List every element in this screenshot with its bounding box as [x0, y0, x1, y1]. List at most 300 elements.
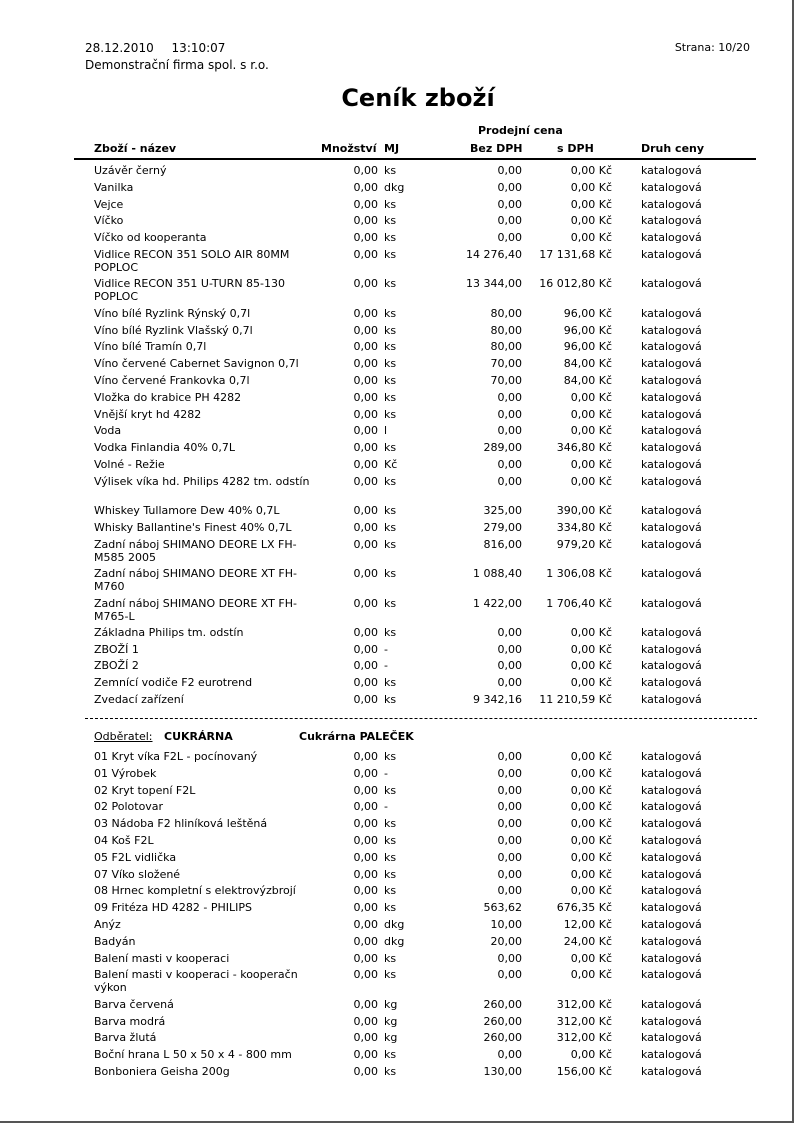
item-price-s-dph: 0,00 Kč	[570, 424, 612, 438]
item-price-s-dph: 0,00 Kč	[570, 783, 612, 797]
item-price-s-dph: 1 306,08 Kč	[546, 567, 612, 581]
item-name: Barva modrá	[94, 1014, 166, 1028]
item-price-s-dph: 0,00 Kč	[570, 867, 612, 881]
item-price-type: katalogová	[641, 180, 702, 194]
table-row	[0, 817, 794, 834]
item-qty: 0,00	[353, 567, 378, 581]
item-price-s-dph: 390,00 Kč	[556, 504, 612, 518]
item-qty: 0,00	[353, 625, 378, 639]
item-price-bez-dph: 0,00	[497, 833, 522, 847]
item-qty: 0,00	[353, 951, 378, 965]
item-price-bez-dph: 0,00	[497, 625, 522, 639]
item-price-type: katalogová	[641, 693, 702, 707]
item-qty: 0,00	[353, 917, 378, 931]
item-qty: 0,00	[353, 323, 378, 337]
item-mj: kg	[384, 1031, 398, 1045]
item-price-type: katalogová	[641, 867, 702, 881]
item-qty: 0,00	[353, 676, 378, 690]
odberatel-label: Odběratel:	[94, 730, 153, 743]
item-mj: ks	[384, 373, 397, 387]
item-name: 07 Víko složené	[94, 867, 181, 881]
item-mj: -	[384, 766, 388, 780]
item-name: Víno bílé Ryzlink Vlašský 0,7l	[94, 323, 253, 337]
item-price-type: katalogová	[641, 901, 702, 915]
item-price-type: katalogová	[641, 800, 702, 814]
item-mj: -	[384, 659, 388, 673]
table-row	[0, 834, 794, 851]
item-price-type: katalogová	[641, 357, 702, 371]
item-price-type: katalogová	[641, 474, 702, 488]
item-qty: 0,00	[353, 1064, 378, 1078]
item-mj: ks	[384, 1048, 397, 1062]
item-qty: 0,00	[353, 214, 378, 228]
table-row	[0, 1065, 794, 1082]
item-price-type: katalogová	[641, 783, 702, 797]
item-mj: kg	[384, 997, 398, 1011]
item-price-bez-dph: 0,00	[497, 474, 522, 488]
item-price-bez-dph: 0,00	[497, 676, 522, 690]
table-row	[0, 1015, 794, 1032]
item-name: Balení masti v kooperaci	[94, 951, 230, 965]
item-price-type: katalogová	[641, 424, 702, 438]
table-row	[0, 693, 794, 710]
item-name: Boční hrana L 50 x 50 x 4 - 800 mm	[94, 1048, 292, 1062]
item-name: 09 Fritéza HD 4282 - PHILIPS	[94, 901, 253, 915]
item-name: Zvedací zařízení	[94, 693, 184, 707]
item-price-s-dph: 0,00 Kč	[570, 642, 612, 656]
item-price-s-dph: 312,00 Kč	[556, 1031, 612, 1045]
item-price-s-dph: 0,00 Kč	[570, 800, 612, 814]
item-price-bez-dph: 816,00	[483, 537, 522, 551]
item-qty: 0,00	[353, 197, 378, 211]
item-qty: 0,00	[353, 231, 378, 245]
item-price-s-dph: 96,00 Kč	[563, 323, 612, 337]
item-price-type: katalogová	[641, 537, 702, 551]
item-qty: 0,00	[353, 850, 378, 864]
item-name: Barva žlutá	[94, 1031, 157, 1045]
item-name: 01 Kryt víka F2L - pocínovaný	[94, 750, 258, 763]
table-row	[0, 784, 794, 801]
item-name: Víno červené Frankovka 0,7l	[94, 373, 250, 387]
table-row	[0, 475, 794, 504]
item-price-type: katalogová	[641, 231, 702, 245]
item-name: Anýz	[94, 917, 121, 931]
item-mj: ks	[384, 504, 397, 518]
item-qty: 0,00	[353, 766, 378, 780]
table-row	[0, 918, 794, 935]
item-price-s-dph: 84,00 Kč	[563, 357, 612, 371]
item-price-s-dph: 0,00 Kč	[570, 833, 612, 847]
item-mj: dkg	[384, 934, 405, 948]
item-price-bez-dph: 1 088,40	[473, 567, 522, 581]
header-name: Zboží - název	[94, 142, 177, 155]
item-qty: 0,00	[353, 750, 378, 763]
item-price-s-dph: 0,00 Kč	[570, 766, 612, 780]
item-price-bez-dph: 0,00	[497, 850, 522, 864]
item-qty: 0,00	[353, 407, 378, 421]
item-price-bez-dph: 289,00	[483, 441, 522, 455]
item-qty: 0,00	[353, 277, 378, 291]
item-price-type: katalogová	[641, 1048, 702, 1062]
table-row	[0, 374, 794, 391]
item-mj: ks	[384, 231, 397, 245]
item-price-s-dph: 0,00 Kč	[570, 750, 612, 763]
item-qty: 0,00	[353, 520, 378, 534]
item-price-type: katalogová	[641, 277, 702, 291]
item-price-bez-dph: 0,00	[497, 867, 522, 881]
item-price-type: katalogová	[641, 817, 702, 831]
item-price-bez-dph: 0,00	[497, 659, 522, 673]
item-price-type: katalogová	[641, 766, 702, 780]
table-row	[0, 597, 794, 626]
table-row	[0, 643, 794, 660]
table-row	[0, 357, 794, 374]
item-mj: ks	[384, 1064, 397, 1078]
item-name: ZBOŽÍ 2	[94, 659, 139, 673]
item-mj: ks	[384, 306, 397, 320]
table-row	[0, 1048, 794, 1065]
item-qty: 0,00	[353, 833, 378, 847]
item-name: Vanilka	[94, 180, 134, 194]
item-qty: 0,00	[353, 180, 378, 194]
item-price-type: katalogová	[641, 934, 702, 948]
item-price-type: katalogová	[641, 520, 702, 534]
item-mj: ks	[384, 164, 397, 177]
item-price-bez-dph: 260,00	[483, 1031, 522, 1045]
item-price-s-dph: 16 012,80 Kč	[539, 277, 612, 291]
item-name: Uzávěr černý	[94, 164, 167, 177]
item-name: 05 F2L vidlička	[94, 850, 177, 864]
item-mj: ks	[384, 247, 397, 261]
item-price-s-dph: 0,00 Kč	[570, 850, 612, 864]
item-price-bez-dph: 0,00	[497, 457, 522, 471]
item-name: 02 Polotovar	[94, 800, 164, 814]
item-qty: 0,00	[353, 642, 378, 656]
item-mj: ks	[384, 951, 397, 965]
item-price-bez-dph: 260,00	[483, 1014, 522, 1028]
table-row	[0, 504, 794, 521]
item-price-type: katalogová	[641, 1064, 702, 1078]
item-qty: 0,00	[353, 934, 378, 948]
item-price-s-dph: 11 210,59 Kč	[539, 693, 612, 707]
item-price-bez-dph: 325,00	[483, 504, 522, 518]
item-mj: -	[384, 800, 388, 814]
item-price-s-dph: 0,00 Kč	[570, 676, 612, 690]
item-price-type: katalogová	[641, 214, 702, 228]
item-name: Víčko	[94, 214, 124, 228]
print-date: 28.12.2010	[85, 41, 154, 55]
item-mj: kg	[384, 1014, 398, 1028]
item-price-bez-dph: 14 276,40	[466, 247, 522, 261]
item-name: Barva červená	[94, 997, 174, 1011]
item-price-type: katalogová	[641, 323, 702, 337]
table-row	[0, 521, 794, 538]
item-mj: ks	[384, 968, 397, 982]
item-name: Vnější kryt hd 4282	[94, 407, 202, 421]
table-row	[0, 458, 794, 475]
item-price-type: katalogová	[641, 676, 702, 690]
item-name: Balení masti v kooperaci - kooperačn výkon	[94, 968, 298, 995]
item-mj: -	[384, 642, 388, 656]
report-title: Ceník zboží	[341, 84, 495, 112]
item-mj: ks	[384, 901, 397, 915]
item-price-s-dph: 0,00 Kč	[570, 968, 612, 982]
item-name: ZBOŽÍ 1	[94, 642, 139, 656]
table-row	[0, 198, 794, 215]
item-price-bez-dph: 13 344,00	[466, 277, 522, 291]
item-price-bez-dph: 279,00	[483, 520, 522, 534]
item-price-s-dph: 0,00 Kč	[570, 231, 612, 245]
item-name: Vložka do krabice PH 4282	[94, 390, 242, 404]
item-qty: 0,00	[353, 474, 378, 488]
item-price-type: katalogová	[641, 596, 702, 610]
table-row	[0, 800, 794, 817]
item-price-s-dph: 0,00 Kč	[570, 625, 612, 639]
item-price-bez-dph: 20,00	[490, 934, 522, 948]
item-mj: ks	[384, 197, 397, 211]
item-qty: 0,00	[353, 800, 378, 814]
item-qty: 0,00	[353, 783, 378, 797]
item-price-s-dph: 0,00 Kč	[570, 817, 612, 831]
item-price-bez-dph: 130,00	[483, 1064, 522, 1078]
table-row	[0, 324, 794, 341]
item-mj: ks	[384, 850, 397, 864]
item-price-bez-dph: 80,00	[490, 340, 522, 354]
item-name: Badyán	[94, 934, 136, 948]
table-row	[0, 181, 794, 198]
item-price-s-dph: 0,00 Kč	[570, 214, 612, 228]
table-row	[0, 391, 794, 408]
item-mj: ks	[384, 537, 397, 551]
item-price-type: katalogová	[641, 750, 702, 763]
item-price-bez-dph: 9 342,16	[473, 693, 522, 707]
item-name: Víno bílé Tramín 0,7l	[94, 340, 207, 354]
item-qty: 0,00	[353, 340, 378, 354]
item-mj: ks	[384, 676, 397, 690]
item-price-type: katalogová	[641, 373, 702, 387]
item-qty: 0,00	[353, 247, 378, 261]
item-price-s-dph: 0,00 Kč	[570, 884, 612, 898]
item-name: 04 Koš F2L	[94, 833, 154, 847]
item-price-type: katalogová	[641, 659, 702, 673]
table-row	[0, 626, 794, 643]
item-price-s-dph: 0,00 Kč	[570, 164, 612, 177]
item-name: Whiskey Tullamore Dew 40% 0,7L	[94, 504, 280, 518]
item-price-s-dph: 156,00 Kč	[556, 1064, 612, 1078]
item-price-s-dph: 0,00 Kč	[570, 457, 612, 471]
table-row	[0, 901, 794, 918]
item-price-bez-dph: 0,00	[497, 642, 522, 656]
item-price-s-dph: 0,00 Kč	[570, 1048, 612, 1062]
item-mj: ks	[384, 340, 397, 354]
item-price-s-dph: 96,00 Kč	[563, 306, 612, 320]
item-name: Zemnící vodiče F2 eurotrend	[94, 676, 253, 690]
header-divider	[74, 158, 756, 160]
item-price-type: katalogová	[641, 567, 702, 581]
item-price-bez-dph: 70,00	[490, 357, 522, 371]
item-price-bez-dph: 0,00	[497, 407, 522, 421]
item-price-bez-dph: 0,00	[497, 817, 522, 831]
item-mj: ks	[384, 323, 397, 337]
item-price-s-dph: 676,35 Kč	[556, 901, 612, 915]
table-row	[0, 868, 794, 885]
item-qty: 0,00	[353, 504, 378, 518]
item-price-type: katalogová	[641, 247, 702, 261]
header-qty: Množství	[321, 142, 377, 155]
item-name: Volné - Režie	[94, 457, 165, 471]
item-price-s-dph: 979,20 Kč	[556, 537, 612, 551]
table-row	[0, 767, 794, 784]
item-mj: ks	[384, 596, 397, 610]
item-price-type: katalogová	[641, 407, 702, 421]
item-mj: ks	[384, 750, 397, 763]
item-mj: Kč	[384, 457, 398, 471]
header-bez-dph: Bez DPH	[470, 142, 523, 155]
item-mj: ks	[384, 474, 397, 488]
item-price-bez-dph: 0,00	[497, 968, 522, 982]
table-row	[0, 231, 794, 248]
item-price-bez-dph: 80,00	[490, 323, 522, 337]
page-number: Strana: 10/20	[674, 41, 750, 54]
item-price-type: katalogová	[641, 457, 702, 471]
table-row	[0, 952, 794, 969]
item-name: Vidlice RECON 351 U-TURN 85-130 POPLOC	[94, 277, 286, 304]
table-row	[0, 441, 794, 458]
item-qty: 0,00	[353, 968, 378, 982]
item-price-bez-dph: 70,00	[490, 373, 522, 387]
item-mj: ks	[384, 441, 397, 455]
table-row	[0, 1031, 794, 1048]
price-list-group-2	[0, 750, 794, 1082]
item-price-type: katalogová	[641, 917, 702, 931]
item-price-bez-dph: 1 422,00	[473, 596, 522, 610]
item-qty: 0,00	[353, 901, 378, 915]
header-s-dph: s DPH	[557, 142, 594, 155]
item-price-type: katalogová	[641, 625, 702, 639]
item-name: Zadní náboj SHIMANO DEORE LX FH-M585 2005	[94, 537, 297, 564]
item-price-bez-dph: 0,00	[497, 164, 522, 177]
table-row	[0, 935, 794, 952]
report-header-info	[85, 40, 269, 74]
item-qty: 0,00	[353, 457, 378, 471]
item-price-bez-dph: 0,00	[497, 951, 522, 965]
item-qty: 0,00	[353, 441, 378, 455]
item-name: 03 Nádoba F2 hliníková leštěná	[94, 817, 268, 831]
item-name: Výlisek víka hd. Philips 4282 tm. odstín	[94, 474, 310, 488]
item-price-s-dph: 0,00 Kč	[570, 474, 612, 488]
table-row	[0, 884, 794, 901]
item-name: Vejce	[94, 197, 124, 211]
item-name: Základna Philips tm. odstín	[94, 625, 244, 639]
item-qty: 0,00	[353, 997, 378, 1011]
item-name: Voda	[94, 424, 122, 438]
print-time: 13:10:07	[171, 41, 226, 55]
item-qty: 0,00	[353, 537, 378, 551]
item-price-type: katalogová	[641, 997, 702, 1011]
table-row	[0, 424, 794, 441]
item-mj: ks	[384, 390, 397, 404]
item-price-bez-dph: 0,00	[497, 783, 522, 797]
item-price-type: katalogová	[641, 850, 702, 864]
item-qty: 0,00	[353, 373, 378, 387]
odberatel-line	[94, 730, 414, 743]
table-row	[0, 538, 794, 567]
item-price-type: katalogová	[641, 1031, 702, 1045]
item-price-bez-dph: 0,00	[497, 197, 522, 211]
item-price-s-dph: 0,00 Kč	[570, 180, 612, 194]
item-qty: 0,00	[353, 1048, 378, 1062]
item-price-s-dph: 0,00 Kč	[570, 197, 612, 211]
item-mj: ks	[384, 214, 397, 228]
item-qty: 0,00	[353, 867, 378, 881]
item-price-s-dph: 96,00 Kč	[563, 340, 612, 354]
item-qty: 0,00	[353, 884, 378, 898]
item-mj: dkg	[384, 180, 405, 194]
table-row	[0, 567, 794, 596]
item-price-bez-dph: 0,00	[497, 214, 522, 228]
item-price-s-dph: 24,00 Kč	[563, 934, 612, 948]
item-qty: 0,00	[353, 390, 378, 404]
item-price-bez-dph: 563,62	[483, 901, 522, 915]
item-price-type: katalogová	[641, 390, 702, 404]
item-name: Vidlice RECON 351 SOLO AIR 80MM POPLOC	[94, 247, 290, 274]
table-row	[0, 248, 794, 277]
item-mj: ks	[384, 833, 397, 847]
item-price-type: katalogová	[641, 968, 702, 982]
item-name: Víčko od kooperanta	[94, 231, 207, 245]
item-price-bez-dph: 0,00	[497, 766, 522, 780]
table-row	[0, 164, 794, 181]
item-qty: 0,00	[353, 693, 378, 707]
item-mj: ks	[384, 625, 397, 639]
item-mj: ks	[384, 783, 397, 797]
item-name: Zadní náboj SHIMANO DEORE XT FH-M760	[94, 567, 297, 594]
item-mj: ks	[384, 817, 397, 831]
item-price-bez-dph: 0,00	[497, 231, 522, 245]
item-price-s-dph: 17 131,68 Kč	[539, 247, 612, 261]
header-prodejni-cena: Prodejní cena	[478, 124, 563, 137]
item-price-bez-dph: 10,00	[490, 917, 522, 931]
odberatel-code: CUKRÁRNA	[164, 730, 233, 743]
item-price-s-dph: 12,00 Kč	[563, 917, 612, 931]
item-mj: ks	[384, 357, 397, 371]
header-druh: Druh ceny	[641, 142, 705, 155]
table-row	[0, 214, 794, 231]
item-name: Vodka Finlandia 40% 0,7L	[94, 441, 235, 455]
item-mj: dkg	[384, 917, 405, 931]
item-price-bez-dph: 0,00	[497, 884, 522, 898]
item-price-type: katalogová	[641, 833, 702, 847]
item-mj: ks	[384, 567, 397, 581]
item-price-s-dph: 346,80 Kč	[556, 441, 612, 455]
item-price-bez-dph: 0,00	[497, 424, 522, 438]
item-qty: 0,00	[353, 596, 378, 610]
table-row	[0, 750, 794, 767]
item-mj: ks	[384, 277, 397, 291]
item-name: 08 Hrnec kompletní s elektrovýzbrojí	[94, 884, 296, 898]
item-mj: l	[384, 424, 388, 438]
table-row	[0, 851, 794, 868]
item-name: Zadní náboj SHIMANO DEORE XT FH-M765-L	[94, 596, 297, 623]
group-divider	[85, 718, 757, 719]
item-price-type: katalogová	[641, 1014, 702, 1028]
item-price-type: katalogová	[641, 164, 702, 177]
item-qty: 0,00	[353, 817, 378, 831]
table-row	[0, 408, 794, 425]
item-mj: ks	[384, 867, 397, 881]
item-price-bez-dph: 0,00	[497, 750, 522, 763]
item-price-type: katalogová	[641, 340, 702, 354]
